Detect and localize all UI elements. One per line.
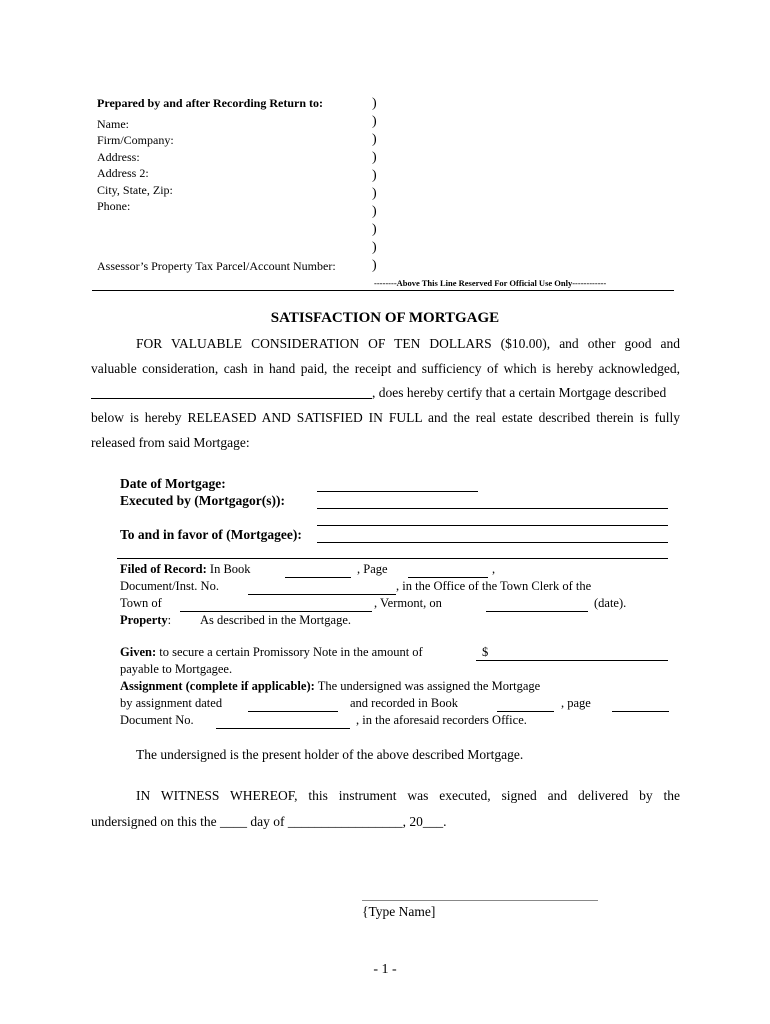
book-field[interactable]	[285, 577, 351, 578]
date-suffix: (date).	[594, 596, 627, 610]
assignment-page-label: , page	[561, 696, 591, 710]
reserved-line-label: --------Above This Line Reserved For Official Use Only------------	[374, 278, 607, 288]
witness-line-1: IN WITNESS WHEREOF, this instrument was executed, signed and delivered by the	[136, 788, 680, 803]
page-number: - 1 -	[373, 962, 397, 977]
town-of-label: Town of	[120, 596, 162, 610]
reserved-divider	[92, 290, 674, 291]
date-of-mortgage-field[interactable]	[317, 491, 478, 492]
payable-text: payable to Mortgagee.	[120, 662, 233, 676]
assignment-text: The undersigned was assigned the Mortgage	[317, 679, 541, 693]
section-divider	[117, 558, 668, 559]
intro-line-4: below is hereby RELEASED AND SATISFIED IN FULL and the real estate described therein is fully	[91, 410, 680, 425]
executed-by-field-2[interactable]	[317, 525, 668, 526]
document-title: SATISFACTION OF MORTGAGE	[270, 310, 500, 326]
type-name-label: {Type Name]	[362, 904, 436, 919]
property-label: Property	[120, 613, 168, 627]
assignment-doc-label: Document No.	[120, 713, 194, 727]
property-colon: :	[167, 613, 172, 627]
intro-line-2: valuable consideration, cash in hand paid, the receipt and sufficiency of which is hereby acknowledged,	[91, 361, 680, 376]
doc-inst-field[interactable]	[248, 594, 396, 595]
recorded-in-book-label: and recorded in Book	[350, 696, 458, 710]
paren-1: )	[372, 96, 377, 111]
executed-by-field[interactable]	[317, 508, 668, 509]
paren-3: )	[372, 132, 377, 147]
assignment-book-field[interactable]	[497, 711, 554, 712]
amount-field[interactable]	[476, 660, 668, 661]
in-book-label: In Book	[209, 562, 251, 576]
assignment-page-field[interactable]	[612, 711, 669, 712]
paren-2: )	[372, 114, 377, 129]
mortgagee-field[interactable]	[317, 542, 668, 543]
intro-line-5: released from said Mortgage:	[91, 435, 250, 450]
given-line	[120, 645, 423, 660]
town-field[interactable]	[180, 611, 372, 612]
witness-line-2: undersigned on this the ____ day of _________________, 20___.	[91, 814, 447, 829]
filed-date-field[interactable]	[486, 611, 588, 612]
given-text: to secure a certain Promissory Note in the amount of	[159, 645, 423, 659]
parcel-number-label: Assessor’s Property Tax Parcel/Account Number:	[97, 259, 336, 273]
page-label: , Page	[357, 562, 388, 576]
paren-5: )	[372, 168, 377, 183]
page-field[interactable]	[408, 577, 488, 578]
recorders-office-text: , in the aforesaid recorders Office.	[356, 713, 527, 727]
property-line	[120, 613, 171, 628]
assignment-date-field[interactable]	[248, 711, 338, 712]
assignment-doc-field[interactable]	[216, 728, 350, 729]
paren-7: )	[372, 204, 377, 219]
intro-line-1: FOR VALUABLE CONSIDERATION OF TEN DOLLARS ($10.00), and other good and	[136, 336, 680, 351]
prepared-by-label: Prepared by and after Recording Return to:	[97, 96, 323, 110]
assignment-label: Assignment (complete if applicable):	[120, 679, 315, 693]
by-assignment-label: by assignment dated	[120, 696, 223, 710]
paren-9: )	[372, 240, 377, 255]
field-firm-label: Firm/Company:	[97, 133, 174, 147]
intro-line-3: , does hereby certify that a certain Mortgage described	[372, 385, 667, 400]
mortgagee-label: To and in favor of (Mortgagee):	[120, 527, 302, 542]
page-comma: ,	[492, 562, 496, 576]
field-address2-label: Address 2:	[97, 166, 149, 180]
town-clerk-text: , in the Office of the Town Clerk of the	[396, 579, 592, 593]
paren-4: )	[372, 150, 377, 165]
field-phone-label: Phone:	[97, 199, 131, 213]
holder-statement: The undersigned is the present holder of the above described Mortgage.	[136, 747, 524, 762]
vermont-on-label: , Vermont, on	[374, 596, 442, 610]
signature-line[interactable]	[362, 900, 598, 901]
dollar-sign: $	[482, 645, 489, 659]
property-value: As described in the Mortgage.	[200, 613, 352, 627]
given-label: Given:	[120, 645, 157, 659]
field-address-label: Address:	[97, 150, 140, 164]
date-of-mortgage-label: Date of Mortgage:	[120, 476, 226, 491]
doc-inst-label: Document/Inst. No.	[120, 579, 219, 593]
releasor-name-field[interactable]	[91, 398, 372, 399]
assignment-line	[120, 679, 540, 694]
filed-of-record-label: Filed of Record:	[120, 562, 207, 576]
filed-of-record-line	[120, 562, 251, 577]
paren-8: )	[372, 222, 377, 237]
field-city-label: City, State, Zip:	[97, 183, 173, 197]
paren-10: )	[372, 258, 377, 273]
executed-by-label: Executed by (Mortgagor(s)):	[120, 493, 285, 508]
field-name-label: Name:	[97, 117, 129, 131]
paren-6: )	[372, 186, 377, 201]
